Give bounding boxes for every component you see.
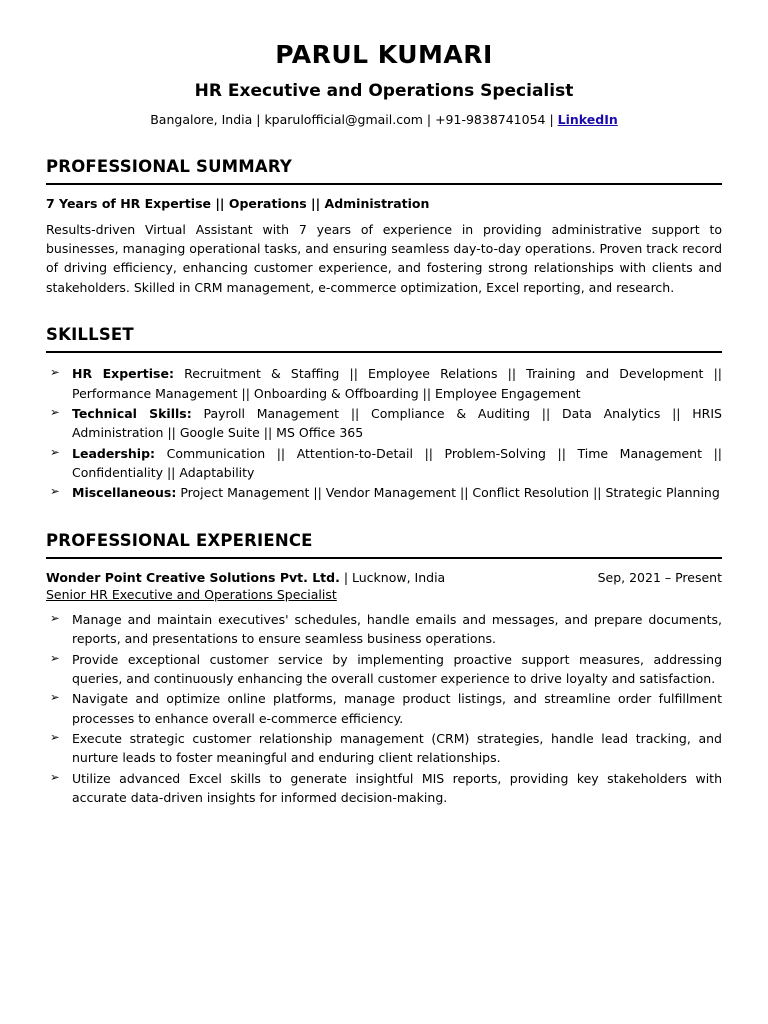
experience-entry bbox=[46, 570, 722, 808]
experience-role: Senior HR Executive and Operations Specialist bbox=[46, 586, 337, 602]
skill-text: Recruitment & Staffing || Employee Relations || Training and Development || Performance Management || Onboarding & Offboarding || Employee Engagement bbox=[72, 366, 722, 401]
bullet-text: Utilize advanced Excel skills to generate insightful MIS reports, providing key stakeholders with accurate data-driven insights for informed decision-making. bbox=[72, 770, 722, 806]
bullet-text: Provide exceptional customer service by implementing proactive support measures, addressing queries, and continuously enhancing the overall customer experience to drive loyalty and satisfaction. bbox=[72, 651, 722, 686]
skill-label: Miscellaneous: bbox=[72, 485, 177, 501]
arrow-bullet-icon: ➢ bbox=[50, 610, 60, 625]
experience-bullet-list bbox=[46, 610, 722, 808]
list-item bbox=[46, 689, 722, 728]
summary-text: Results-driven Virtual Assistant with 7 years of experience in providing administrative support to businesses, managing operational tasks, and ensuring seamless day-to-day operations. Proven track record of driving efficiency, enhancing customer experience, and fostering strong relationships with clients and stakeholders. Skilled in CRM management, e-commerce optimization, Excel reporting, and research. bbox=[46, 221, 722, 295]
experience-company: Wonder Point Creative Solutions Pvt. Ltd. bbox=[46, 569, 340, 585]
list-item bbox=[46, 729, 722, 768]
contact-text: Bangalore, India | kparulofficial@gmail.com | +91-9838741054 | bbox=[150, 112, 558, 128]
experience-dates: Sep, 2021 – Present bbox=[597, 569, 722, 585]
list-item bbox=[46, 769, 722, 808]
arrow-bullet-icon: ➢ bbox=[50, 690, 60, 705]
section-title-experience: PROFESSIONAL EXPERIENCE bbox=[46, 530, 313, 550]
arrow-bullet-icon: ➢ bbox=[50, 404, 60, 419]
list-item bbox=[46, 364, 722, 403]
arrow-bullet-icon: ➢ bbox=[50, 484, 60, 499]
skill-label: Leadership: bbox=[72, 445, 156, 461]
arrow-bullet-icon: ➢ bbox=[50, 365, 60, 380]
list-item bbox=[46, 404, 722, 443]
experience-heading-row bbox=[46, 570, 722, 585]
section-title-summary: PROFESSIONAL SUMMARY bbox=[46, 156, 293, 176]
experience-location: | Lucknow, India bbox=[339, 569, 446, 585]
skill-text: Communication || Attention-to-Detail || Problem-Solving || Time Management || Confidentiality || Adaptability bbox=[72, 445, 722, 481]
section-professional-experience bbox=[46, 531, 722, 808]
bullet-text: Navigate and optimize online platforms, manage product listings, and streamline order fulfillment processes to enhance overall e-commerce efficiency. bbox=[72, 691, 722, 726]
divider bbox=[46, 557, 722, 559]
arrow-bullet-icon: ➢ bbox=[50, 730, 60, 745]
skill-label: HR Expertise: bbox=[72, 366, 174, 382]
bullet-text: Execute strategic customer relationship management (CRM) strategies, handle lead tracking, and nurture leads to foster meaningful and enduring client relationships. bbox=[72, 731, 722, 766]
section-professional-summary bbox=[46, 157, 722, 298]
list-item bbox=[46, 650, 722, 689]
list-item bbox=[46, 444, 722, 483]
skill-label: Technical Skills: bbox=[72, 405, 192, 421]
divider bbox=[46, 351, 722, 353]
arrow-bullet-icon: ➢ bbox=[50, 444, 60, 459]
headline: HR Executive and Operations Specialist bbox=[194, 81, 574, 101]
skillset-list bbox=[46, 364, 722, 503]
bullet-text: Manage and maintain executives' schedules, handle emails and messages, and prepare documents, reports, and presentations to ensure seamless business operations. bbox=[72, 611, 722, 647]
linkedin-link[interactable]: LinkedIn bbox=[557, 112, 618, 128]
summary-subhead: 7 Years of HR Expertise || Operations || Administration bbox=[46, 195, 430, 211]
resume-header bbox=[46, 40, 722, 129]
skill-text: Payroll Management || Compliance & Auditing || Data Analytics || HRIS Administration || Google Suite || MS Office 365 bbox=[72, 405, 722, 441]
arrow-bullet-icon: ➢ bbox=[50, 769, 60, 784]
list-item bbox=[46, 483, 722, 502]
section-title-skillset: SKILLSET bbox=[46, 325, 134, 345]
section-skillset bbox=[46, 325, 722, 503]
arrow-bullet-icon: ➢ bbox=[50, 650, 60, 665]
contact-line bbox=[46, 112, 722, 128]
page-title: PARUL KUMARI bbox=[275, 40, 493, 69]
experience-company-line bbox=[46, 570, 445, 585]
list-item bbox=[46, 610, 722, 649]
skill-text: Project Management || Vendor Management || Conflict Resolution || Strategic Planning bbox=[176, 485, 720, 501]
divider bbox=[46, 183, 722, 185]
